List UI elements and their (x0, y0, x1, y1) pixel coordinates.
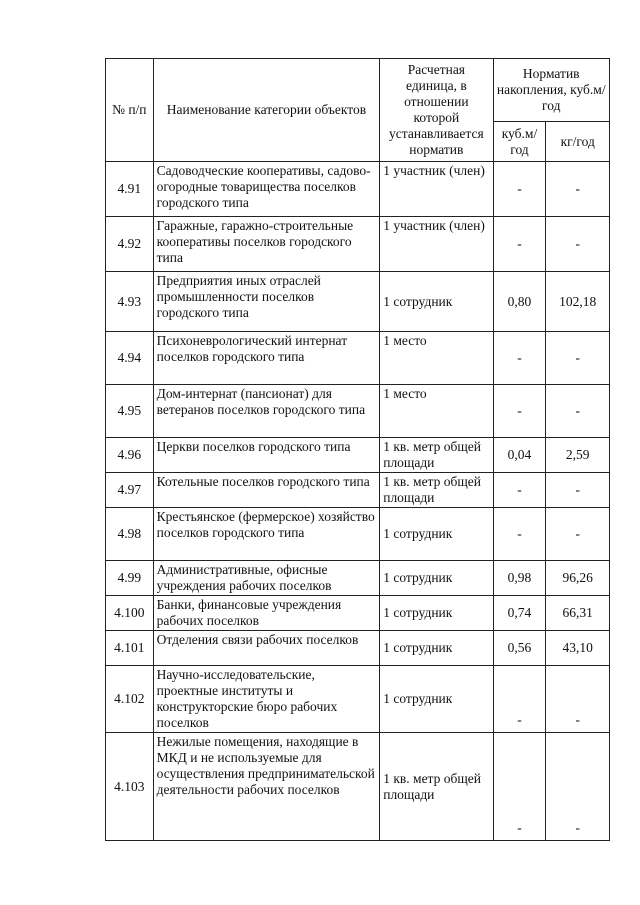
norms-table (105, 58, 610, 841)
header-name: Наименование категории объектов (153, 59, 380, 162)
row-value-m3: - (493, 217, 546, 272)
row-name: Предприятия иных отраслей промышленности поселков городского типа (153, 272, 380, 332)
row-unit: 1 участник (член) (380, 217, 493, 272)
row-name: Отделения связи рабочих поселков (153, 631, 380, 666)
row-value-m3: - (493, 733, 546, 841)
row-name: Психоневрологический интернат поселков городского типа (153, 332, 380, 385)
row-num: 4.103 (106, 733, 154, 841)
row-num: 4.99 (106, 561, 154, 596)
table-row (106, 385, 610, 438)
row-unit: 1 сотрудник (380, 631, 493, 666)
row-unit: 1 кв. метр общей площади (380, 733, 493, 841)
row-name: Банки, финансовые учреждения рабочих поселков (153, 596, 380, 631)
row-value-kg: 96,26 (546, 561, 610, 596)
row-unit: 1 сотрудник (380, 561, 493, 596)
table-row (106, 217, 610, 272)
table-row (106, 666, 610, 733)
table-row (106, 473, 610, 508)
row-value-m3: - (493, 162, 546, 217)
header-v1: куб.м/ год (493, 122, 546, 162)
row-num: 4.93 (106, 272, 154, 332)
row-name: Церкви поселков городского типа (153, 438, 380, 473)
row-num: 4.91 (106, 162, 154, 217)
row-name: Административные, офисные учреждения рабочих поселков (153, 561, 380, 596)
table-row (106, 596, 610, 631)
row-value-m3: 0,98 (493, 561, 546, 596)
row-value-kg: - (546, 473, 610, 508)
row-value-m3: 0,56 (493, 631, 546, 666)
row-num: 4.94 (106, 332, 154, 385)
row-value-kg: - (546, 508, 610, 561)
row-num: 4.98 (106, 508, 154, 561)
row-value-kg: - (546, 733, 610, 841)
row-unit: 1 место (380, 332, 493, 385)
row-value-kg: 66,31 (546, 596, 610, 631)
row-value-kg: 102,18 (546, 272, 610, 332)
header-norm: Норматив накопления, куб.м/ год (493, 59, 610, 122)
row-name: Гаражные, гаражно-строительные кооперативы поселков городского типа (153, 217, 380, 272)
row-name: Котельные поселков городского типа (153, 473, 380, 508)
row-value-m3: 0,80 (493, 272, 546, 332)
row-num: 4.95 (106, 385, 154, 438)
row-unit: 1 место (380, 385, 493, 438)
table-row (106, 438, 610, 473)
header-unit: Расчетная единица, в отношении которой устанавливается норматив (380, 59, 493, 162)
row-name: Дом-интернат (пансионат) для ветеранов поселков городского типа (153, 385, 380, 438)
row-name: Крестьянское (фермерское) хозяйство поселков городского типа (153, 508, 380, 561)
header-v2: кг/год (546, 122, 610, 162)
table-row (106, 508, 610, 561)
row-value-m3: - (493, 473, 546, 508)
table-row (106, 631, 610, 666)
row-value-m3: - (493, 385, 546, 438)
row-value-kg: 43,10 (546, 631, 610, 666)
row-num: 4.96 (106, 438, 154, 473)
row-value-m3: - (493, 332, 546, 385)
row-value-kg: - (546, 217, 610, 272)
row-value-kg: - (546, 385, 610, 438)
row-name: Нежилые помещения, находящие в МКД и не используемые для осуществления предпринимательской деятельности рабочих поселков (153, 733, 380, 841)
table-row (106, 162, 610, 217)
row-value-kg: - (546, 666, 610, 733)
row-name: Садоводческие кооперативы, садово-огородные товарищества поселков городского типа (153, 162, 380, 217)
table-row (106, 272, 610, 332)
row-value-m3: 0,74 (493, 596, 546, 631)
row-value-m3: - (493, 508, 546, 561)
row-num: 4.102 (106, 666, 154, 733)
header-num: № п/п (106, 59, 154, 162)
row-num: 4.101 (106, 631, 154, 666)
row-value-kg: - (546, 162, 610, 217)
row-value-kg: 2,59 (546, 438, 610, 473)
row-value-m3: - (493, 666, 546, 733)
row-unit: 1 кв. метр общей площади (380, 438, 493, 473)
row-value-kg: - (546, 332, 610, 385)
row-unit: 1 сотрудник (380, 596, 493, 631)
table-row (106, 561, 610, 596)
table-row (106, 332, 610, 385)
row-unit: 1 участник (член) (380, 162, 493, 217)
header-row (106, 59, 610, 122)
row-unit: 1 сотрудник (380, 666, 493, 733)
row-value-m3: 0,04 (493, 438, 546, 473)
row-num: 4.97 (106, 473, 154, 508)
row-num: 4.92 (106, 217, 154, 272)
table-row (106, 733, 610, 841)
row-unit: 1 сотрудник (380, 508, 493, 561)
row-unit: 1 сотрудник (380, 272, 493, 332)
row-num: 4.100 (106, 596, 154, 631)
row-unit: 1 кв. метр общей площади (380, 473, 493, 508)
row-name: Научно-исследовательские, проектные институты и конструкторские бюро рабочих поселков (153, 666, 380, 733)
